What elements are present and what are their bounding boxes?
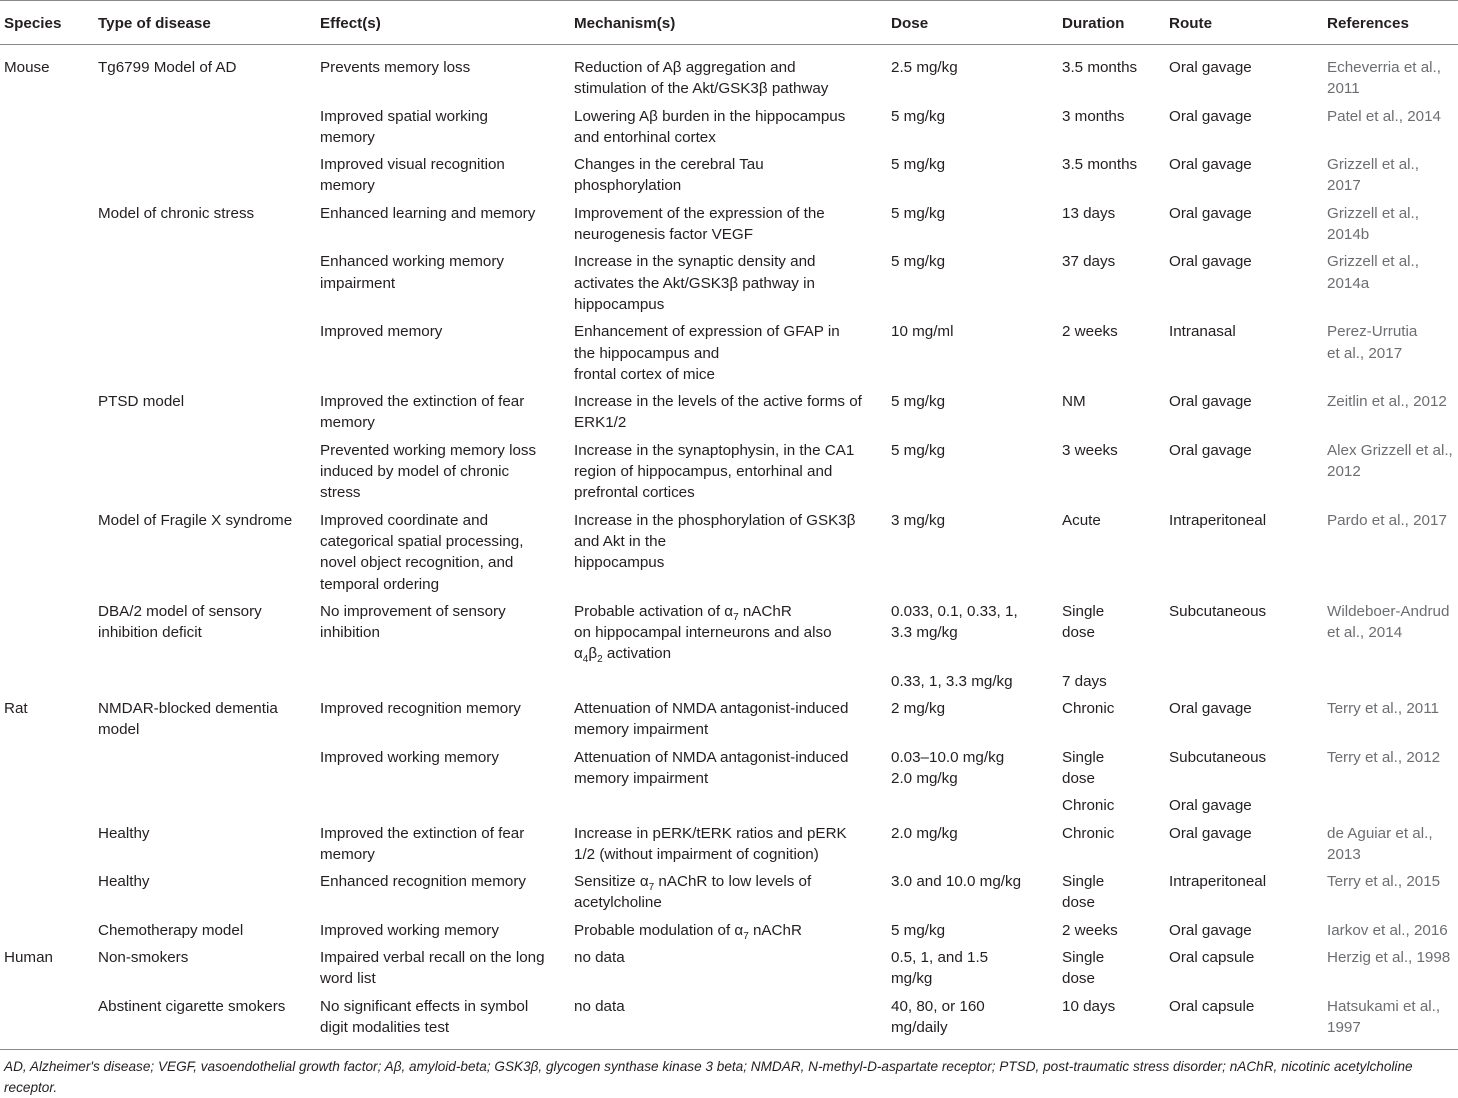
- cell-duration: 3 months: [1062, 107, 1125, 125]
- cell-route: Oral capsule: [1169, 948, 1255, 966]
- cell-mechanisms: Sensitize $\alpha_7$ nAChR to low levels of acetylcholine: [574, 873, 812, 912]
- cell-type-of-disease: [94, 320, 316, 390]
- cell-effects: No significant effects in symbol digit modalities test: [320, 997, 529, 1036]
- cell-dose: 5 mg/kg: [891, 441, 946, 459]
- cell-mechanisms: Enhancement of expression of GFAP in the hippocampus and frontal cortex of mice: [574, 323, 840, 383]
- cell-dose: 2.0 mg/kg: [891, 824, 958, 842]
- cell-dose: 0.5, 1, and 1.5 mg/kg: [891, 948, 989, 988]
- column-header-route: Route: [1165, 1, 1323, 45]
- cell-species: Mouse: [4, 59, 50, 76]
- cell-route: Oral gavage: [1169, 921, 1252, 939]
- cell-species: [0, 599, 94, 669]
- cell-effects: Enhanced learning and memory: [320, 204, 536, 222]
- cell-species: [0, 250, 94, 320]
- cell-references: Herzig et al., 1998: [1327, 948, 1451, 966]
- cell-species: [0, 669, 94, 696]
- cell-mechanisms: Attenuation of NMDA antagonist-induced memory impairment: [574, 700, 849, 739]
- table-row: [0, 250, 1458, 320]
- cell-dose: 0.033, 0.1, 0.33, 1, 3.3 mg/kg: [891, 602, 1018, 642]
- cell-references: Grizzell et al., 2017: [1327, 156, 1419, 195]
- cell-references: Wildeboer-Andrud et al., 2014: [1327, 602, 1450, 642]
- cell-effects: No improvement of sensory inhibition: [320, 602, 506, 642]
- cell-mechanisms: no data: [574, 948, 625, 966]
- cell-duration: 2 weeks: [1062, 323, 1118, 341]
- cell-mechanisms: Reduction of Aβ aggregation and stimulation of the Akt/GSK3β pathway: [574, 59, 829, 98]
- cell-dose: 40, 80, or 160 mg/daily: [891, 997, 985, 1036]
- cell-route: Oral gavage: [1169, 700, 1252, 718]
- cell-effects: Improved recognition memory: [320, 700, 521, 718]
- column-header-dose: Dose: [887, 1, 1058, 45]
- cell-references: Alex Grizzell et al., 2012: [1327, 441, 1453, 481]
- cell-duration: 2 weeks: [1062, 921, 1118, 939]
- table-footer: [0, 1050, 1458, 1098]
- cell-references: Terry et al., 2015: [1327, 873, 1441, 891]
- cell-species: [0, 438, 94, 508]
- cell-species: [0, 794, 94, 821]
- cell-dose: 3.0 and 10.0 mg/kg: [891, 873, 1022, 891]
- cell-route: Oral gavage: [1169, 253, 1252, 271]
- cell-route: Oral capsule: [1169, 997, 1255, 1015]
- cell-duration: Single dose: [1062, 748, 1105, 787]
- cell-species: [0, 508, 94, 599]
- table-row: [0, 599, 1458, 669]
- cell-route: Intranasal: [1169, 323, 1236, 341]
- cell-duration: Single dose: [1062, 602, 1105, 642]
- cell-references: Zeitlin et al., 2012: [1327, 393, 1447, 411]
- cell-dose: 5 mg/kg: [891, 393, 946, 411]
- cell-route: Oral gavage: [1169, 393, 1252, 411]
- cell-duration: 7 days: [1062, 672, 1107, 690]
- cell-type-of-disease: [94, 745, 316, 794]
- cell-species: [0, 821, 94, 870]
- cell-type-of-disease: Tg6799 Model of AD: [98, 59, 237, 76]
- cell-dose: 3 mg/kg: [891, 511, 946, 529]
- table-row: [0, 745, 1458, 794]
- table-row: [0, 201, 1458, 250]
- cell-species: [0, 153, 94, 202]
- table-row: [0, 669, 1458, 696]
- table-row: [0, 390, 1458, 439]
- cell-mechanisms: Attenuation of NMDA antagonist-induced memory impairment: [574, 748, 849, 787]
- cell-type-of-disease: [94, 438, 316, 508]
- cell-duration: Acute: [1062, 511, 1101, 529]
- table-row: [0, 794, 1458, 821]
- cell-type-of-disease: [94, 669, 316, 696]
- cell-effects: Enhanced working memory impairment: [320, 253, 505, 292]
- table-row: [0, 438, 1458, 508]
- cell-dose: 10 mg/ml: [891, 323, 954, 341]
- cell-route: Oral gavage: [1169, 204, 1252, 222]
- cell-type-of-disease: Healthy: [98, 824, 150, 842]
- cell-dose: 2 mg/kg: [891, 700, 946, 718]
- cell-duration: 10 days: [1062, 997, 1116, 1015]
- table-row: [0, 697, 1458, 746]
- cell-type-of-disease: [94, 104, 316, 153]
- cell-duration: Chronic: [1062, 797, 1115, 815]
- table-row: [0, 508, 1458, 599]
- cell-route: Subcutaneous: [1169, 602, 1267, 620]
- cell-effects: Improved working memory: [320, 748, 499, 766]
- table-row: [0, 945, 1458, 994]
- cell-references: Grizzell et al., 2014b: [1327, 204, 1419, 244]
- cell-species: [0, 320, 94, 390]
- cell-species: [0, 870, 94, 919]
- table-row: [0, 821, 1458, 870]
- cell-duration: 3.5 months: [1062, 59, 1138, 76]
- cell-route: [1165, 669, 1323, 696]
- cell-references: Iarkov et al., 2016: [1327, 921, 1448, 939]
- cell-effects: Improved coordinate and categorical spatial processing, novel object recognition, and temporal ordering: [320, 511, 524, 593]
- cell-dose: 2.5 mg/kg: [891, 59, 958, 76]
- column-header-effects: Effect(s): [316, 1, 570, 45]
- cell-effects: Improved working memory: [320, 921, 499, 939]
- cell-type-of-disease: PTSD model: [98, 393, 185, 411]
- cell-effects: Prevents memory loss: [320, 59, 471, 76]
- cell-mechanisms: Increase in pERK/tERK ratios and pERK 1/2 (without impairment of cognition): [574, 824, 847, 863]
- cell-mechanisms: Probable activation of $\alpha_7$ nAChR on hippocampal interneurons and also $\alpha_4\beta_2$ activation: [574, 602, 832, 666]
- cell-type-of-disease: [94, 250, 316, 320]
- cell-references: Patel et al., 2014: [1327, 107, 1441, 125]
- cell-type-of-disease: DBA/2 model of sensory inhibition deficit: [98, 602, 262, 642]
- cell-duration: Single dose: [1062, 948, 1105, 988]
- cell-effects: Improved the extinction of fear memory: [320, 393, 525, 432]
- cell-references: Terry et al., 2011: [1327, 700, 1439, 718]
- cell-references: [1323, 794, 1458, 821]
- table-row: [0, 994, 1458, 1050]
- cell-effects: Improved the extinction of fear memory: [320, 824, 525, 863]
- cell-mechanisms: [570, 669, 887, 696]
- cell-dose: 5 mg/kg: [891, 107, 946, 125]
- cell-dose: 0.03–10.0 mg/kg 2.0 mg/kg: [891, 748, 1005, 787]
- cell-route: Oral gavage: [1169, 107, 1252, 125]
- cell-references: Terry et al., 2012: [1327, 748, 1441, 766]
- column-header-duration: Duration: [1058, 1, 1165, 45]
- cell-references: Grizzell et al., 2014a: [1327, 253, 1419, 292]
- table-row: [0, 320, 1458, 390]
- cell-duration: NM: [1062, 393, 1086, 411]
- column-header-mechanisms: Mechanism(s): [570, 1, 887, 45]
- cell-references: Perez-Urrutia et al., 2017: [1327, 323, 1418, 362]
- cell-species: [0, 994, 94, 1050]
- cell-effects: [316, 794, 570, 821]
- cell-type-of-disease: Chemotherapy model: [98, 921, 244, 939]
- cell-mechanisms: Improvement of the expression of the neurogenesis factor VEGF: [574, 204, 825, 244]
- table-row: [0, 870, 1458, 919]
- cell-dose: [887, 794, 1058, 821]
- cell-dose: 5 mg/kg: [891, 204, 946, 222]
- cell-dose: 0.33, 1, 3.3 mg/kg: [891, 672, 1013, 690]
- cell-type-of-disease: [94, 153, 316, 202]
- header-row: [0, 1, 1458, 45]
- cell-type-of-disease: NMDAR-blocked dementia model: [98, 700, 278, 739]
- cell-species: Rat: [4, 700, 28, 718]
- cell-references: Pardo et al., 2017: [1327, 511, 1447, 529]
- cell-dose: 5 mg/kg: [891, 253, 946, 271]
- cell-duration: 3 weeks: [1062, 441, 1118, 459]
- cell-duration: 13 days: [1062, 204, 1116, 222]
- cell-route: Oral gavage: [1169, 59, 1252, 76]
- cell-route: Oral gavage: [1169, 824, 1252, 842]
- cell-duration: Chronic: [1062, 824, 1115, 842]
- cell-type-of-disease: Non-smokers: [98, 948, 189, 966]
- cell-species: [0, 104, 94, 153]
- cell-mechanisms: [570, 794, 887, 821]
- cell-effects: Impaired verbal recall on the long word list: [320, 948, 545, 988]
- cell-mechanisms: Changes in the cerebral Tau phosphorylation: [574, 156, 764, 195]
- column-header-species: Species: [0, 1, 94, 45]
- cell-effects: Improved visual recognition memory: [320, 156, 505, 195]
- cell-effects: Prevented working memory loss induced by model of chronic stress: [320, 441, 537, 502]
- table-row: [0, 104, 1458, 153]
- table-row: [0, 153, 1458, 202]
- cell-references: de Aguiar et al., 2013: [1327, 824, 1433, 863]
- cell-dose: 5 mg/kg: [891, 156, 946, 174]
- table-header: [0, 1, 1458, 45]
- cell-type-of-disease: [94, 794, 316, 821]
- cell-species: [0, 918, 94, 945]
- cell-effects: Improved spatial working memory: [320, 107, 488, 146]
- cell-species: [0, 745, 94, 794]
- cell-duration: Chronic: [1062, 700, 1115, 718]
- cell-route: Subcutaneous: [1169, 748, 1267, 766]
- cell-mechanisms: Probable modulation of $\alpha_7$ nAChR: [574, 921, 802, 942]
- cell-type-of-disease: Model of chronic stress: [98, 204, 255, 222]
- table-body: [0, 45, 1458, 1050]
- cell-mechanisms: Increase in the levels of the active forms of ERK1/2: [574, 393, 862, 432]
- cell-duration: 3.5 months: [1062, 156, 1138, 174]
- cell-dose: 5 mg/kg: [891, 921, 946, 939]
- cell-type-of-disease: Healthy: [98, 873, 150, 891]
- cell-species: [0, 390, 94, 439]
- cell-mechanisms: Increase in the synaptophysin, in the CA1 region of hippocampus, entorhinal and prefrontal cortices: [574, 441, 855, 502]
- cell-references: Echeverria et al., 2011: [1327, 59, 1441, 98]
- cell-effects: Enhanced recognition memory: [320, 873, 526, 891]
- cell-mechanisms: Increase in the synaptic density and activates the Akt/GSK3β pathway in hippocampus: [574, 253, 816, 313]
- cell-type-of-disease: Model of Fragile X syndrome: [98, 511, 293, 529]
- cell-species: Human: [4, 948, 53, 966]
- cell-species: [0, 201, 94, 250]
- column-header-references: References: [1323, 1, 1458, 45]
- cell-effects: [316, 669, 570, 696]
- cell-references: [1323, 669, 1458, 696]
- cell-mechanisms: no data: [574, 997, 625, 1015]
- table-row: [0, 918, 1458, 945]
- table-row: [0, 45, 1458, 105]
- cell-route: Oral gavage: [1169, 441, 1252, 459]
- column-header-type-of-disease: Type of disease: [94, 1, 316, 45]
- cell-effects: Improved memory: [320, 323, 443, 341]
- footnote: AD, Alzheimer's disease; VEGF, vasoendothelial growth factor; Aβ, amyloid-beta; GSK3β, glycogen synthase kinase 3 beta; NMDAR, N-methyl-D-aspartate receptor; PTSD, post-traumatic stress disorder; nAChR, nicotinic acetylcholine receptor.: [0, 1050, 1458, 1098]
- cell-route: Oral gavage: [1169, 797, 1252, 815]
- cell-mechanisms: Lowering Aβ burden in the hippocampus and entorhinal cortex: [574, 107, 846, 146]
- cell-references: Hatsukami et al., 1997: [1327, 997, 1441, 1036]
- cell-route: Intraperitoneal: [1169, 873, 1267, 891]
- cell-type-of-disease: Abstinent cigarette smokers: [98, 997, 286, 1015]
- cell-duration: Single dose: [1062, 873, 1105, 912]
- cell-mechanisms: Increase in the phosphorylation of GSK3β and Akt in the hippocampus: [574, 511, 856, 572]
- cell-route: Oral gavage: [1169, 156, 1252, 174]
- cell-route: Intraperitoneal: [1169, 511, 1267, 529]
- cell-duration: 37 days: [1062, 253, 1116, 271]
